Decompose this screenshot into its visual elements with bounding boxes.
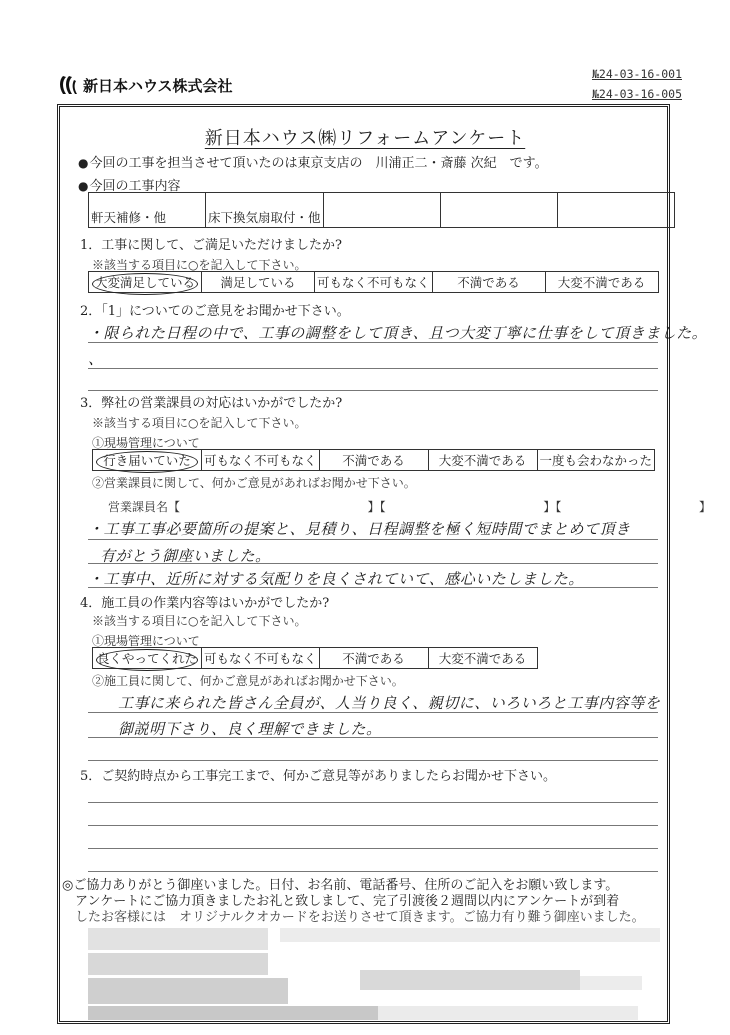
bracket: 】【: [543, 500, 562, 514]
q1-option[interactable]: 不満である: [432, 272, 545, 293]
document-numbers: [592, 64, 682, 104]
answer-rule: [88, 587, 658, 588]
q5-question: 5．ご契約時点から工事完工まで、何かご意見等がありましたらお聞かせ下さい。: [80, 769, 557, 784]
q4-option-selected[interactable]: 良くやってくれた: [93, 648, 202, 669]
answer-rule: [88, 368, 658, 369]
q4-sub1-label: ①現場管理について: [92, 634, 200, 648]
q1-option[interactable]: 大変不満である: [545, 272, 658, 293]
work-content-table: [88, 192, 675, 228]
q1-instruction: ※該当する項目に○を記入して下さい。: [92, 258, 307, 272]
q4-option[interactable]: 大変不満である: [428, 648, 537, 669]
doc-number-1: №24-03-16-001: [591, 67, 682, 81]
q3-answer-line: ・工事工事必要箇所の提案と、見積り、日程調整を極く短時間でまとめて頂き: [88, 520, 631, 538]
footer-note-line: アンケートにご協力頂きましたお礼と致しまして、完了引渡後２週間以内にアンケートが到着: [62, 894, 620, 909]
staff-name-label: 営業課員名【: [108, 500, 181, 514]
q3-instruction: ※該当する項目に○を記入して下さい。: [92, 416, 307, 430]
q4-option[interactable]: 不満である: [319, 648, 428, 669]
answer-rule: [88, 712, 658, 713]
work-item: [440, 193, 557, 228]
answer-rule: [88, 871, 658, 872]
answer-rule: [88, 342, 658, 343]
company-logo: [57, 74, 233, 96]
bracket: 】【: [367, 500, 386, 514]
q2-question: 2．「1」についてのご意見をお聞かせ下さい。: [80, 304, 350, 319]
q3-sub1-label: ①現場管理について: [92, 436, 200, 450]
q3-question: 3．弊社の営業課員の対応はいかがでしたか?: [80, 396, 343, 411]
answer-rule: [88, 760, 658, 761]
q4-sub2-label: ②施工員に関して、何かご意見があればお聞かせ下さい。: [92, 674, 404, 688]
q3-option[interactable]: 一度も会わなかった: [537, 450, 655, 471]
q3-option[interactable]: 不満である: [319, 450, 428, 471]
answer-rule: [88, 825, 658, 826]
answer-rule: [88, 563, 658, 564]
q4-option[interactable]: 可もなく不可もなく: [202, 648, 320, 669]
q4-question: 4．施工員の作業内容等はいかがでしたか?: [80, 596, 330, 611]
work-item: 軒天補修・他: [89, 193, 206, 228]
q4-options: [92, 647, 538, 669]
q4-answer-line: 工事に来られた皆さん全員が、人当り良く、親切に、いろいろと工事内容等を: [118, 694, 661, 712]
q3-options: [92, 449, 655, 471]
q3-option[interactable]: 可もなく不可もなく: [202, 450, 320, 471]
survey-title: 新日本ハウス㈱リフォームアンケート: [204, 128, 526, 149]
q3-sub2-label: ②営業課員に関して、何かご意見があればお聞かせ下さい。: [92, 476, 416, 490]
work-content-label: ● 今回の工事内容: [78, 175, 181, 194]
q3-answer-line: 有がとう御座いました。: [100, 547, 271, 565]
answer-rule: [88, 390, 658, 391]
staff-name-field: [108, 498, 711, 515]
company-logo-icon: [57, 74, 79, 96]
q4-answer-line: 御説明下さり、良く理解できました。: [118, 720, 382, 738]
answer-rule: [88, 848, 658, 849]
q3-option[interactable]: 大変不満である: [428, 450, 537, 471]
answer-rule: [88, 802, 658, 803]
q1-question: 1．工事に関して、ご満足いただけましたか?: [80, 238, 342, 253]
q1-options: [88, 271, 659, 293]
work-item: [323, 193, 440, 228]
q1-option-selected[interactable]: 大変満足している: [89, 272, 202, 293]
work-item: 床下換気扇取付・他: [206, 193, 324, 228]
company-name: 新日本ハウス株式会社: [83, 76, 233, 95]
footer-note-line: したお客様には オリジナルクオカードをお送りさせて頂きます。ご協力有り難う御座いました。: [62, 910, 645, 925]
q3-option-selected[interactable]: 行き届いていた: [93, 450, 202, 471]
work-item: [557, 193, 674, 228]
answer-rule: [88, 539, 658, 540]
q1-option[interactable]: 可もなく不可もなく: [315, 272, 433, 293]
bracket: 】: [699, 500, 712, 514]
answer-rule: [88, 737, 658, 738]
q4-instruction: ※該当する項目に○を記入して下さい。: [92, 614, 307, 628]
footer-note-line: ◎ご協力ありがとう御座いました。日付、お名前、電話番号、住所のご記入をお願い致します。: [62, 878, 619, 893]
staff-line: ● 今回の工事を担当させて頂いたのは東京支店の 川浦正二・斎藤 次紀 です。: [78, 152, 548, 171]
q2-answer-line: ・限られた日程の中で、工事の調整をして頂き、且つ大変丁寧に仕事をして頂きました。: [88, 324, 708, 342]
q1-option[interactable]: 満足している: [202, 272, 315, 293]
doc-number-2: №24-03-16-005: [591, 87, 682, 101]
q2-answer-line: 、: [88, 350, 104, 368]
q3-answer-line: ・工事中、近所に対する気配りを良くされていて、感心いたしました。: [88, 570, 584, 588]
